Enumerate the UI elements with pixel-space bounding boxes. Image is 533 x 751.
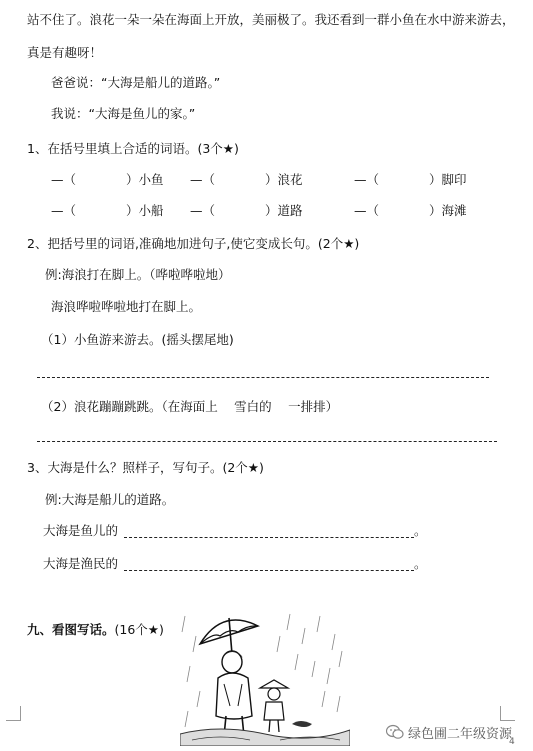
q1-blank-langhua: —（ ）浪花 xyxy=(190,172,303,187)
q3-line-2-prefix: 大海是渔民的 xyxy=(43,556,119,571)
watermark-text: 绿色圃二年级资源 xyxy=(408,726,513,742)
q3-line-2-end: 。 xyxy=(414,556,427,571)
q1-blank-xiaoyu: —（ ）小鱼 xyxy=(51,172,164,187)
q2-item-2: （2）浪花蹦蹦跳跳。（在海面上 雪白的 一排排） xyxy=(41,399,339,414)
q1-title: 1、在括号里填上合适的词语。(3个★) xyxy=(27,141,239,156)
q3-line-1-prefix: 大海是鱼儿的 xyxy=(43,523,119,538)
q9-title: 九、看图写话。 xyxy=(27,622,115,637)
wechat-logo-icon xyxy=(386,724,404,740)
intro-line-1: 站不住了。浪花一朵一朵在海面上开放，美丽极了。我还看到一群小鱼在水中游来游去， xyxy=(27,12,515,27)
q2-answer-line-1[interactable] xyxy=(37,377,489,378)
q1-blank-jiaoyin: —（ ）脚印 xyxy=(354,172,467,187)
page-number: 4 xyxy=(509,737,515,747)
intro-line-2: 真是有趣呀！ xyxy=(27,45,103,60)
q3-answer-line-1[interactable] xyxy=(124,537,414,538)
q2-example: 例:海浪打在脚上。（哗啦哗啦地） xyxy=(45,267,231,282)
rain-umbrella-picture xyxy=(180,606,350,746)
q9-heading xyxy=(27,622,164,638)
q9-points: (16个★) xyxy=(114,622,164,637)
q2-title: 2、把括号里的词语,准确地加进句子,使它变成长句。(2个★) xyxy=(27,236,360,251)
q3-title: 3、大海是什么？照样子，写句子。(2个★) xyxy=(27,460,264,475)
my-quote: 我说：“大海是鱼儿的家。” xyxy=(51,106,196,121)
q1-blank-xiaochuan: —（ ）小船 xyxy=(51,203,164,218)
q2-item-1: （1）小鱼游来游去。(摇头摆尾地) xyxy=(41,332,234,347)
q1-blank-haitan: —（ ）海滩 xyxy=(354,203,467,218)
q1-blank-daolu: —（ ）道路 xyxy=(190,203,303,218)
dad-quote: 爸爸说：“大海是船儿的道路。” xyxy=(51,75,221,90)
watermark xyxy=(386,722,512,742)
q3-answer-line-2[interactable] xyxy=(124,570,414,571)
q2-example-answer: 海浪哗啦哗啦地打在脚上。 xyxy=(51,299,202,314)
crop-mark-right xyxy=(500,706,515,721)
crop-mark-left xyxy=(6,706,21,721)
q3-example: 例:大海是船儿的道路。 xyxy=(45,492,175,507)
q2-answer-line-2[interactable] xyxy=(37,441,497,442)
q3-line-1-end: 。 xyxy=(414,523,427,538)
